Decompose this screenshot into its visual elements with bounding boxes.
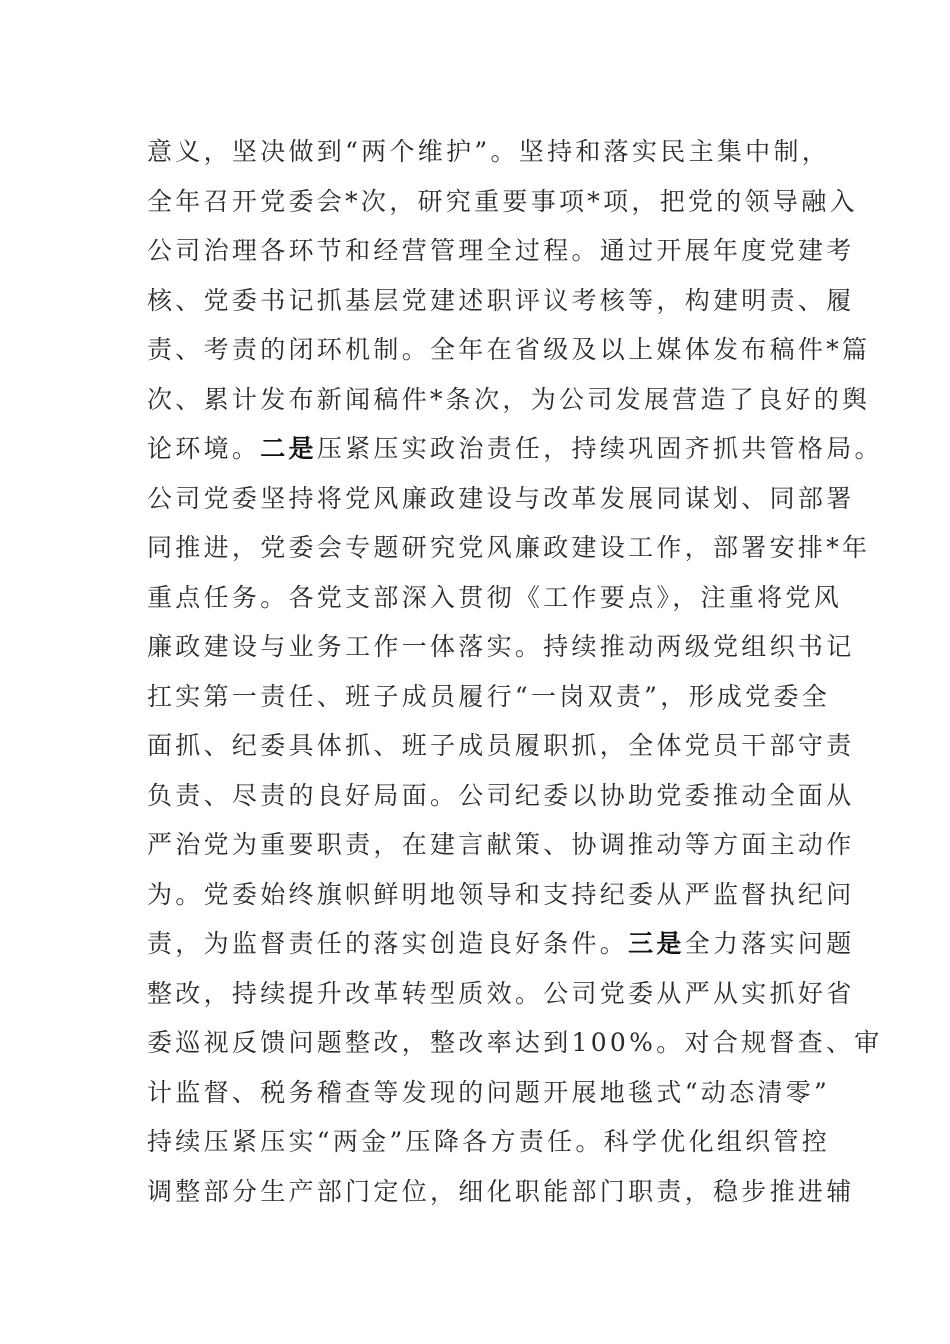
- text-line: 公司党委坚持将党风廉政建设与改革发展同谋划、同部署: [147, 483, 855, 513]
- text-line: 调整部分生产部门定位，细化职能部门职责，稳步推进辅: [147, 1176, 855, 1206]
- text-line: 负责、尽责的良好局面。公司纪委以协助党委推动全面从: [147, 780, 855, 810]
- text-line: 公司治理各环节和经营管理全过程。通过开展年度党建考: [147, 236, 855, 265]
- text-line: [147, 919, 855, 969]
- body-text: [147, 127, 883, 1216]
- text-line: 廉政建设与业务工作一体落实。持续推动两级党组织书记: [147, 632, 855, 661]
- emphasis-marker-second: 二是: [260, 434, 317, 463]
- text-line: 为。党委始终旗帜鲜明地领导和支持纪委从严监督执纪问: [147, 879, 855, 909]
- text-line: 整改，持续提升改革转型质效。公司党委从严从实抓好省: [147, 978, 855, 1008]
- emphasis-marker-third: 三是: [628, 929, 685, 958]
- text-line: 计监督、税务稽查等发现的问题开展地毯式“动态清零”: [147, 1077, 831, 1107]
- text-line: 严治党为重要职责，在建言献策、协调推动等方面主动作: [147, 830, 855, 859]
- text-segment: 全力落实问题: [684, 929, 855, 958]
- text-line: 核、党委书记抓基层党建述职评议考核等，构建明责、履: [147, 285, 855, 315]
- text-line: 持续压紧压实“两金”压降各方责任。科学优化组织管控: [147, 1127, 831, 1156]
- text-line: 全年召开党委会*次，研究重要事项*项，把党的领导融入: [147, 186, 858, 216]
- text-segment: 责，为监督责任的落实创造良好条件。: [147, 929, 629, 958]
- text-line: 意义，坚决做到“两个维护”。坚持和落实民主集中制，: [147, 137, 831, 166]
- text-line: 重点任务。各党支部深入贯彻《工作要点》，注重将党风: [147, 582, 843, 612]
- text-line: 责、考责的闭环机制。全年在省级及以上媒体发布稿件*篇: [147, 335, 871, 364]
- text-segment: 论环境。: [147, 434, 261, 463]
- text-line: 同推进，党委会专题研究党风廉政建设工作，部署安排*年: [147, 533, 871, 562]
- text-line: 面抓、纪委具体抓、班子成员履职抓，全体党员干部守责: [147, 731, 855, 760]
- text-line: 扛实第一责任、班子成员履行“一岗双责”，形成党委全: [147, 681, 831, 711]
- text-line: [147, 424, 883, 474]
- text-segment: 压紧压实政治责任，持续巩固齐抓共管格局。: [316, 434, 883, 463]
- text-line: 委巡视反馈问题整改，整改率达到100%。对合规督查、审: [147, 1028, 883, 1057]
- text-line: 次、累计发布新闻稿件*条次，为公司发展营造了良好的舆: [147, 384, 871, 414]
